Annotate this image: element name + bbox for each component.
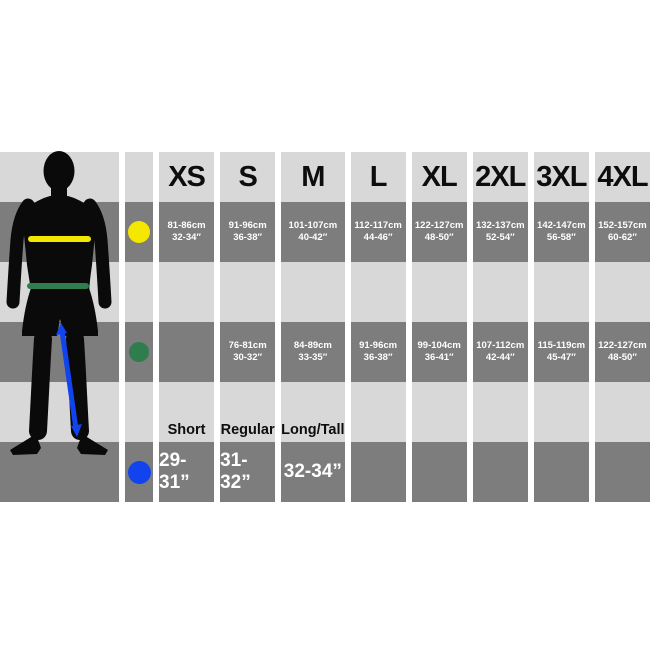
spacer-cell	[473, 382, 528, 442]
waist-cell-m: 84-89cm 33-35″	[281, 322, 344, 382]
empty-cell	[351, 442, 406, 502]
waist-cell-l: 91-96cm 36-38″	[351, 322, 406, 382]
waist-marker-dot	[129, 342, 149, 362]
chest-marker-dot	[128, 221, 150, 243]
chest-cell-2xl: 132-137cm 52-54″	[473, 202, 528, 262]
chest-marker-cell	[125, 202, 153, 262]
spacer-cell	[159, 262, 214, 322]
spacer-cell	[281, 262, 344, 322]
waist-cell-xl: 99-104cm 36-41″	[412, 322, 467, 382]
leg-cell-regular: 31-32”	[220, 442, 275, 502]
leg-cell-longtall: 32-34”	[281, 442, 344, 502]
chest-cell-l: 112-117cm 44-46″	[351, 202, 406, 262]
leg-marker-cell	[125, 442, 153, 502]
size-column-header-l: L	[351, 152, 406, 202]
size-column-header-m: M	[281, 152, 344, 202]
spacer-cell	[125, 262, 153, 322]
size-column-header-xl: XL	[412, 152, 467, 202]
empty-cell	[534, 442, 589, 502]
spacer-cell	[412, 262, 467, 322]
inside-leg-marker-dot	[128, 461, 151, 484]
fit-header-regular: Regular	[220, 382, 275, 442]
empty-cell	[595, 442, 650, 502]
waist-cell-3xl: 115-119cm 45-47″	[534, 322, 589, 382]
chest-cell-m: 101-107cm 40-42″	[281, 202, 344, 262]
empty-cell	[412, 442, 467, 502]
spacer-cell	[412, 382, 467, 442]
spacer-cell	[595, 382, 650, 442]
waist-cell-s: 76-81cm 30-32″	[220, 322, 275, 382]
size-column-header-2xl: 2XL	[473, 152, 528, 202]
chest-cell-4xl: 152-157cm 60-62″	[595, 202, 650, 262]
spacer-cell	[351, 262, 406, 322]
chest-cell-xs: 81-86cm 32-34″	[159, 202, 214, 262]
spacer-cell	[351, 382, 406, 442]
spacer-cell	[534, 382, 589, 442]
spacer-cell	[220, 262, 275, 322]
size-table	[119, 152, 650, 502]
spacer-cell	[534, 262, 589, 322]
size-column-header-3xl: 3XL	[534, 152, 589, 202]
figure-silhouette	[0, 145, 120, 465]
chest-cell-3xl: 142-147cm 56-58″	[534, 202, 589, 262]
chest-cell-s: 91-96cm 36-38″	[220, 202, 275, 262]
waist-cell-xs	[159, 322, 214, 382]
waist-marker-cell	[125, 322, 153, 382]
spacer-cell	[595, 262, 650, 322]
leg-cell-short: 29-31”	[159, 442, 214, 502]
spacer-cell	[125, 382, 153, 442]
size-column-header-4xl: 4XL	[595, 152, 650, 202]
fit-header-short: Short	[159, 382, 214, 442]
header-marker-cell	[125, 152, 153, 202]
fit-header-longtall: Long/Tall	[281, 382, 344, 442]
empty-cell	[473, 442, 528, 502]
size-column-header-s: S	[220, 152, 275, 202]
size-column-header-xs: XS	[159, 152, 214, 202]
waist-cell-2xl: 107-112cm 42-44″	[473, 322, 528, 382]
spacer-cell	[473, 262, 528, 322]
waist-cell-4xl: 122-127cm 48-50″	[595, 322, 650, 382]
chest-cell-xl: 122-127cm 48-50″	[412, 202, 467, 262]
